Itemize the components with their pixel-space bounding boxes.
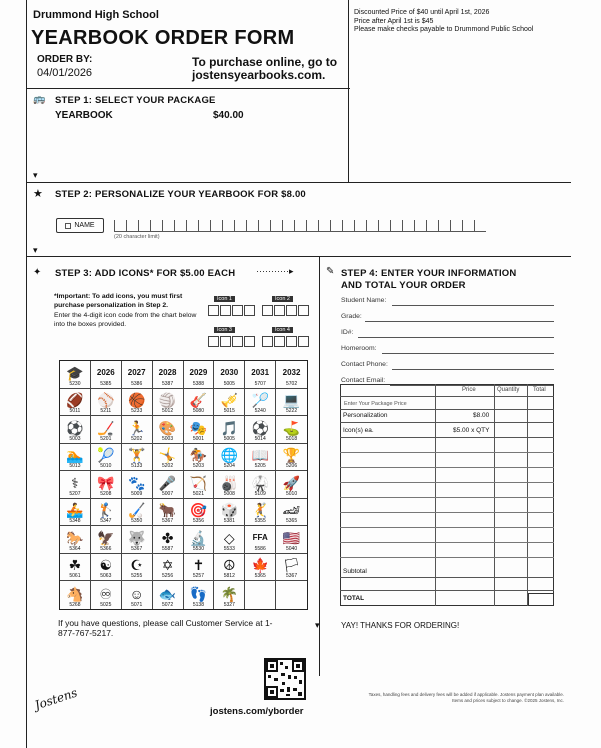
icon-cell	[122, 444, 153, 472]
contact-phone-label: Contact Phone:	[341, 361, 388, 368]
icon-glyph: 🥋	[251, 474, 269, 491]
icon-code: 5367	[162, 518, 174, 525]
icon-cell	[184, 389, 215, 417]
icon-cell	[122, 471, 153, 499]
name-hint: (20 character limit)	[114, 234, 160, 240]
icon-code: 5003	[69, 435, 81, 442]
icon-code: 5367	[131, 545, 143, 552]
icon-cell	[214, 361, 245, 389]
id-label: ID#:	[341, 329, 354, 336]
icon-code: 5015	[223, 408, 235, 415]
icon-code: 5013	[69, 463, 81, 470]
table-row-price: $8.00	[473, 412, 490, 419]
icon3-code-input[interactable]	[208, 336, 256, 347]
icon-glyph: 🐎	[66, 529, 84, 546]
icon-cell	[91, 471, 122, 499]
icon-glyph: 🏌	[97, 502, 115, 519]
name-input[interactable]	[114, 219, 494, 231]
icon-code: 5009	[131, 490, 143, 497]
icon-cell	[122, 389, 153, 417]
icon-glyph: 🏹	[189, 474, 208, 491]
icon-glyph: ⚽	[66, 419, 84, 436]
step1-heading: STEP 1: SELECT YOUR PACKAGE	[55, 95, 216, 106]
icon-cell	[91, 526, 122, 554]
icon-cell	[245, 471, 276, 499]
icon-glyph: 👣	[189, 585, 208, 602]
price-note: Discounted Price of $40 until April 1st, 2026	[354, 9, 490, 16]
icon-glyph: 💻	[282, 392, 301, 409]
icon-cell	[245, 444, 276, 472]
icon-code: 5072	[162, 601, 174, 608]
icon-glyph: 🐾	[127, 474, 146, 491]
icon-cell	[60, 389, 91, 417]
icon-glyph: 🦅	[97, 529, 115, 546]
icon-code: 5003	[162, 435, 174, 442]
icon-code: 5386	[131, 380, 143, 387]
icon-code: 5812	[223, 573, 235, 580]
icon-cell	[60, 361, 91, 389]
icon-glyph: 🌴	[220, 585, 239, 602]
icon-cell	[276, 361, 307, 389]
icon-code: 5347	[100, 518, 112, 525]
icon-glyph: 🎭	[189, 419, 208, 436]
icon-glyph: FFA	[252, 532, 268, 542]
legal-text: Taxes, handling fees and delivery fees will be added if applicable. Jostens payment plan available. Items and prices subject to change. ©2025 Jostens, Inc.	[368, 692, 564, 703]
icon-cell	[153, 416, 184, 444]
icon-glyph: ◇	[223, 529, 235, 546]
icon-cell	[60, 416, 91, 444]
icon-cell	[91, 361, 122, 389]
icon-glyph: 🏀	[127, 392, 146, 409]
icon-cell	[153, 581, 184, 609]
icon-glyph: 2026	[96, 367, 115, 377]
online-purchase-text: To purchase online, go to jostensyearbooks.com.	[192, 55, 338, 82]
down-arrow-icon: ▾	[315, 620, 320, 630]
questions-text: If you have questions, please call Customer Service at 1-877-767-5217.	[58, 618, 273, 638]
homeroom-input[interactable]	[382, 353, 554, 354]
icon-glyph: 🍁	[251, 557, 269, 574]
icon-glyph: 📖	[251, 447, 269, 464]
icon-glyph: 🐟	[158, 585, 177, 602]
icon-code: 5385	[100, 380, 112, 387]
icon-code: 5206	[286, 463, 298, 470]
icon-cell	[214, 554, 245, 582]
icon-cell	[276, 526, 307, 554]
qr-code[interactable]	[264, 658, 306, 700]
icon-glyph: 🏈	[66, 392, 84, 409]
icon2-code-input[interactable]	[262, 305, 310, 316]
id-input[interactable]	[358, 337, 554, 338]
icon-cell	[184, 499, 215, 527]
order-by-label: ORDER BY:	[37, 54, 93, 65]
icon-code: 5133	[131, 463, 143, 470]
step4-heading-line2: AND TOTAL YOUR ORDER	[341, 280, 466, 291]
icon-glyph: ☪	[130, 557, 143, 574]
icon-code: 5256	[162, 573, 174, 580]
step2-bottom-line	[26, 256, 571, 257]
icon-glyph: ⚕	[71, 474, 79, 491]
icon-cell	[245, 499, 276, 527]
name-label: NAME	[74, 222, 95, 229]
icon-code: 5005	[223, 435, 235, 442]
icon-cell	[276, 471, 307, 499]
package-name[interactable]: YEARBOOK	[55, 110, 113, 121]
icon-glyph: ✡	[161, 557, 174, 574]
icon-cell	[153, 361, 184, 389]
total-label: TOTAL	[343, 595, 365, 602]
icon-code: 5205	[254, 463, 266, 470]
icon-code: 5233	[131, 408, 143, 415]
icon-glyph: 🏸	[251, 392, 269, 409]
icon-code: 5018	[286, 435, 298, 442]
icon-cell	[153, 526, 184, 554]
table-row-label: Personalization	[343, 412, 388, 419]
icon-cell	[245, 389, 276, 417]
icon-glyph: 🚣	[66, 502, 84, 519]
icon-code: 5388	[192, 380, 204, 387]
total-input[interactable]	[528, 593, 554, 606]
icon-code: 5702	[286, 380, 298, 387]
important-note	[54, 293, 204, 329]
icon-glyph: 2028	[158, 367, 177, 377]
icon-cell	[91, 581, 122, 609]
icon-cell	[60, 526, 91, 554]
icon-glyph: ⚽	[251, 419, 269, 436]
icon-glyph: 🔬	[189, 529, 208, 546]
icon-glyph: 🚀	[282, 474, 301, 491]
icon-glyph: ♾	[99, 585, 113, 602]
contact-email-label: Contact Email:	[341, 377, 386, 384]
icon-code: 5381	[223, 518, 235, 525]
icon-glyph: ✝	[192, 557, 205, 574]
icon-cell	[91, 499, 122, 527]
icon-code: 5138	[192, 601, 204, 608]
icon-cell	[245, 526, 276, 554]
price-note: Please make checks payable to Drummond Public School	[354, 26, 534, 33]
icon-glyph: 2032	[282, 367, 301, 377]
icon-glyph: ☺	[129, 585, 144, 602]
icon-cell	[122, 581, 153, 609]
icon-glyph: ✤	[161, 529, 174, 546]
icon-glyph: 🏇	[189, 447, 208, 464]
icon-code: 5014	[254, 435, 266, 442]
icon-code: 5063	[100, 573, 112, 580]
icon-glyph: 2029	[189, 367, 208, 377]
icon-cell	[214, 389, 245, 417]
icon-cell	[60, 581, 91, 609]
icon-glyph: 🐴	[66, 585, 84, 602]
icon-code: 5348	[69, 518, 81, 525]
contact-phone-input[interactable]	[392, 369, 554, 370]
icon-cell	[214, 444, 245, 472]
package-icon: 🚌	[33, 94, 46, 105]
icon-glyph: 🤸	[158, 447, 177, 464]
icon-cell	[122, 526, 153, 554]
icon1-label: Icon 1	[214, 296, 235, 302]
icon-code: 5109	[254, 490, 266, 497]
icon-cell	[245, 554, 276, 582]
total-header: Total	[533, 387, 546, 393]
icon-cell	[276, 554, 307, 582]
icon-cell	[184, 554, 215, 582]
icon-glyph: 🏋	[127, 447, 146, 464]
sparkle-icon: ✦	[33, 267, 42, 278]
icon-code: 5586	[254, 545, 266, 552]
qr-code-icon	[266, 660, 304, 698]
icon-cell	[60, 554, 91, 582]
icon-code: 5005	[223, 380, 235, 387]
step4-heading-line1: STEP 4: ENTER YOUR INFORMATION	[341, 268, 517, 279]
icon-code: 5012	[162, 408, 174, 415]
student-name-label: Student Name:	[341, 297, 387, 304]
school-name: Drummond High School	[33, 9, 159, 21]
icon-cell	[276, 416, 307, 444]
icon-code: 5080	[192, 408, 204, 415]
icon-glyph: 🎀	[97, 474, 115, 491]
icon-cell	[122, 361, 153, 389]
icon-cell	[184, 444, 215, 472]
icon-glyph: 🎵	[220, 419, 239, 436]
icon-code: 5071	[131, 601, 143, 608]
icon-code: 5240	[254, 408, 266, 415]
down-arrow-icon: ▾	[33, 170, 38, 180]
icon-cell	[153, 444, 184, 472]
icon-code: 5222	[286, 408, 298, 415]
icon-code: 5268	[69, 601, 81, 608]
icon-glyph: 🎾	[97, 447, 115, 464]
icon-cell	[214, 581, 245, 609]
jostens-logo: Jostens	[32, 685, 80, 713]
icon-glyph: ☘	[68, 557, 82, 574]
step3-divider	[319, 256, 320, 676]
page-title: YEARBOOK ORDER FORM	[31, 27, 295, 49]
thanks-text: YAY! THANKS FOR ORDERING!	[341, 621, 460, 630]
icon-glyph: 🏑	[127, 502, 146, 519]
price-header: Price	[462, 387, 476, 393]
icon-glyph: 🎨	[158, 419, 177, 436]
icon-cell	[245, 416, 276, 444]
icon-cell	[153, 389, 184, 417]
pencil-icon: ✎	[326, 266, 335, 277]
icon-cell	[91, 416, 122, 444]
icon-code: 5007	[162, 490, 174, 497]
icon-cell	[184, 416, 215, 444]
icon-glyph: 2030	[220, 367, 239, 377]
icon-glyph: 🎺	[220, 392, 239, 409]
icon-glyph: ⛳	[282, 419, 301, 436]
icon-code: 5365	[254, 573, 266, 580]
icon-code: 5201	[100, 435, 112, 442]
right-arrow-icon: ···········▸	[256, 266, 294, 276]
icon-cell	[214, 526, 245, 554]
icon-glyph: 🏎	[282, 502, 301, 519]
icon-glyph: 🏆	[282, 447, 301, 464]
step2-heading: STEP 2: PERSONALIZE YOUR YEARBOOK FOR $8.00	[55, 189, 306, 200]
grade-input[interactable]	[365, 321, 554, 322]
icon-cell	[214, 416, 245, 444]
icon-glyph: 🎲	[220, 502, 239, 519]
icon-code: 5001	[192, 435, 204, 442]
icon-cell	[91, 389, 122, 417]
icon2-label: Icon 2	[272, 296, 293, 302]
icon-code: 5211	[100, 408, 112, 415]
important-text: Enter the 4-digit icon code from the chart below into the boxes provided.	[54, 312, 197, 328]
icon3-label: Icon 3	[214, 327, 235, 333]
icon-cell	[122, 499, 153, 527]
icon-cell	[122, 554, 153, 582]
icon-cell	[184, 526, 215, 554]
icon-code: 5010	[100, 463, 112, 470]
icon-cell	[214, 471, 245, 499]
footer-url[interactable]: jostens.com/yborder	[210, 706, 304, 717]
icon-glyph: 🎤	[158, 474, 177, 491]
icon-code: 5203	[192, 463, 204, 470]
icon-code: 5230	[69, 380, 81, 387]
icon-cell	[122, 416, 153, 444]
icon-glyph: ☯	[99, 557, 113, 574]
homeroom-label: Homeroom:	[341, 345, 377, 352]
icon-code: 5707	[254, 380, 266, 387]
down-arrow-icon: ▾	[33, 245, 38, 255]
icon-code: 5021	[192, 490, 204, 497]
icon-code: 5365	[286, 518, 298, 525]
table-row-label: Enter Your Package Price	[344, 401, 407, 407]
step1-bottom-line	[26, 182, 571, 183]
icon-code: 5202	[162, 463, 174, 470]
icon-code: 5025	[100, 601, 112, 608]
star-icon: ★	[33, 188, 43, 200]
icon-code: 5533	[223, 545, 235, 552]
icon-cell	[245, 581, 276, 609]
icon-code: 5010	[286, 490, 298, 497]
icon1-code-input[interactable]	[208, 305, 256, 316]
icon-cell	[276, 389, 307, 417]
icon-code: 5366	[100, 545, 112, 552]
table-row-label: Icon(s) ea.	[343, 427, 374, 434]
icon-glyph: 🏊	[66, 447, 84, 464]
name-label-box	[56, 218, 104, 233]
icon-code: 5355	[254, 518, 266, 525]
grade-label: Grade:	[341, 313, 362, 320]
icon-glyph: 🏳	[282, 557, 301, 574]
icon-code: 5204	[223, 463, 235, 470]
price-note: Price after April 1st is $45	[354, 17, 434, 25]
icon-glyph: 🎳	[220, 474, 239, 491]
icon-chart	[59, 360, 308, 610]
icon-code: 5061	[69, 573, 81, 580]
icon-code: 5530	[192, 545, 204, 552]
icon-glyph: 🏃	[127, 419, 146, 436]
student-name-input[interactable]	[392, 305, 554, 306]
icon-code: 5208	[100, 490, 112, 497]
subtotal-label: Subtotal	[343, 568, 367, 575]
icon-glyph: ☮	[223, 557, 236, 574]
icon4-label: Icon 4	[272, 327, 293, 333]
icon-code: 5207	[69, 490, 81, 497]
icon-code: 5350	[131, 518, 143, 525]
icon-glyph: 🏐	[158, 392, 177, 409]
icon-cell	[153, 471, 184, 499]
header-divider	[348, 0, 349, 182]
icon-glyph: 🐺	[127, 529, 146, 546]
icon-cell	[153, 499, 184, 527]
icon-glyph: 🎓	[66, 364, 84, 381]
icon-code: 5011	[69, 408, 81, 415]
price-notes	[354, 9, 594, 35]
icon-code: 5387	[162, 380, 174, 387]
icon-glyph: 🇺🇸	[282, 529, 301, 546]
icon-glyph: 2027	[127, 367, 146, 377]
icon-code: 5008	[223, 490, 235, 497]
icon-cell	[245, 361, 276, 389]
icon-code: 5367	[286, 573, 298, 580]
icon-code: 5257	[192, 573, 204, 580]
icon-cell	[214, 499, 245, 527]
quantity-header: Quantity	[497, 387, 520, 393]
step3-heading: STEP 3: ADD ICONS* FOR $5.00 EACH	[55, 268, 236, 279]
icon-glyph: 🏒	[97, 419, 115, 436]
icon-cell	[91, 554, 122, 582]
icon-code: 5587	[162, 545, 174, 552]
icon-cell	[184, 581, 215, 609]
icon-glyph: 🤾	[251, 502, 269, 519]
icon-glyph: 2031	[251, 367, 270, 377]
icon-glyph: 🎸	[189, 392, 208, 409]
icon-glyph: ⚾	[97, 392, 115, 409]
icon-cell	[60, 444, 91, 472]
icon-cell	[276, 581, 307, 609]
important-bold: *Important: To add icons, you must first purchase personalization in Step 2.	[54, 293, 183, 309]
icon-code: 5202	[131, 435, 143, 442]
icon-cell	[60, 471, 91, 499]
icon-cell	[91, 444, 122, 472]
icon-cell	[184, 361, 215, 389]
left-border	[26, 0, 27, 748]
package-price: $40.00	[213, 110, 244, 121]
icon-cell	[184, 471, 215, 499]
header-bottom-line	[26, 88, 350, 89]
icon-glyph: 🌐	[220, 447, 239, 464]
icon-code: 5255	[131, 573, 143, 580]
icon-cell	[60, 499, 91, 527]
icon-code: 5040	[286, 545, 298, 552]
checkbox[interactable]	[65, 223, 71, 229]
icon-code: 5327	[223, 601, 235, 608]
icon4-code-input[interactable]	[262, 336, 310, 347]
icon-glyph: 🎯	[189, 502, 208, 519]
order-by-date: 04/01/2026	[37, 67, 93, 79]
icon-code: 5364	[69, 545, 81, 552]
icon-cell	[276, 499, 307, 527]
icon-cell	[153, 554, 184, 582]
icon-code: 5356	[192, 518, 204, 525]
icon-cell	[276, 444, 307, 472]
table-row-price: $5.00 x QTY	[453, 427, 490, 434]
icon-glyph: 🐂	[158, 502, 177, 519]
